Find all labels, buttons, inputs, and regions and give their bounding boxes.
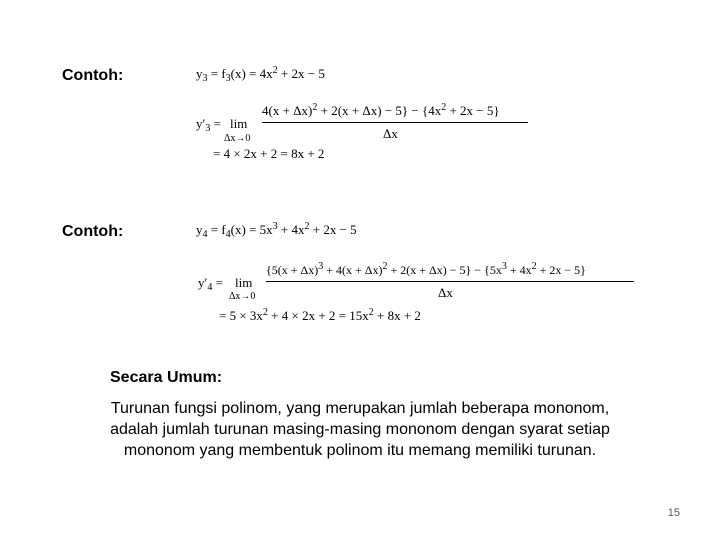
ex2-numerator-f: + 2x − 5: [536, 263, 581, 277]
ex2-numerator-open: {: [266, 263, 272, 277]
ex2-deriv-lhs-sub: 4: [207, 282, 213, 293]
ex2-result: [219, 308, 421, 324]
ex2-lim-under: Δx→0: [229, 291, 256, 302]
ex1-fraction-bar: [262, 122, 528, 123]
ex2-result-c: + 8x + 2: [373, 308, 421, 323]
ex1-def-rest: + 2x − 5: [277, 66, 325, 81]
ex1-deriv-lhs: y′: [196, 116, 206, 131]
ex2-numerator: [266, 262, 586, 278]
ex1-lim-under: Δx→0: [224, 133, 251, 144]
ex2-result-a-exp: 2: [262, 307, 268, 318]
ex1-def-lhs: y: [196, 66, 203, 81]
ex2-numerator-brace: } − {: [465, 263, 490, 277]
ex1-numerator-c-exp: 2: [441, 102, 447, 113]
ex2-fraction-bar: [266, 281, 634, 282]
ex1-numerator-close: }: [493, 103, 500, 118]
ex1-numerator-d: + 2x − 5: [446, 103, 494, 118]
ex1-def-exp: 2: [272, 65, 278, 76]
ex1-definition: [196, 66, 325, 82]
ex2-numerator-b-exp: 2: [382, 261, 388, 272]
ex1-numerator-brace: } − {: [401, 103, 429, 118]
ex2-result-b-exp: 2: [368, 307, 374, 318]
example-label-2: Contoh:: [62, 223, 124, 240]
ex2-numerator-e-exp: 2: [531, 261, 537, 272]
ex2-result-a: = 5 × 3x: [219, 308, 263, 323]
ex2-numerator-a-exp: 3: [318, 261, 324, 272]
ex2-definition: [196, 222, 357, 238]
general-text: Turunan fungsi polinom, yang merupakan jumlah beberapa mononom, adalah jumlah turunan masing-masing mononom dengan syarat setiap mononom yang membentuk polinom itu memang memiliki turunan.: [110, 400, 610, 459]
ex2-def-exp2: 2: [304, 221, 310, 232]
ex2-def-rest: + 2x − 5: [309, 222, 357, 237]
ex2-def-mid: = f: [207, 222, 226, 237]
ex2-def-mid2: + 4x: [277, 222, 305, 237]
ex2-def-mid-sub: 4: [225, 229, 231, 240]
ex2-deriv-eq: =: [212, 275, 223, 290]
ex1-lim: lim: [230, 116, 248, 131]
ex2-def-mid-rest: (x) = 5x: [230, 222, 273, 237]
ex1-numerator-b: + 2(x + Δx) − 5: [317, 103, 402, 118]
ex1-def-mid: = f: [207, 66, 226, 81]
page-number: 15: [667, 507, 680, 519]
ex2-numerator-c: + 2(x + Δx) − 5: [387, 263, 466, 277]
ex2-lim: lim: [235, 275, 253, 290]
ex1-denominator: Δx: [383, 126, 398, 141]
ex1-numerator: [262, 103, 500, 119]
ex2-def-lhs-sub: 4: [202, 229, 208, 240]
ex1-def-mid-rest: (x) = 4x: [230, 66, 273, 81]
general-heading: Secara Umum:: [110, 369, 223, 386]
ex1-deriv-eq: =: [210, 116, 221, 131]
ex2-deriv-lhs: y′: [198, 275, 208, 290]
ex1-numerator-a-exp: 2: [312, 102, 318, 113]
ex2-def-lhs: y: [196, 222, 203, 237]
ex1-result: = 4 × 2x + 2 = 8x + 2: [213, 146, 325, 161]
ex2-numerator-close: }: [580, 263, 586, 277]
ex2-numerator-e: + 4x: [506, 263, 532, 277]
ex2-numerator-b: + 4(x + Δx): [323, 263, 383, 277]
ex2-numerator-d-exp: 3: [501, 261, 507, 272]
ex1-numerator-c: 4x: [428, 103, 442, 118]
ex2-def-exp1: 3: [272, 221, 278, 232]
ex1-def-mid-sub: 3: [225, 73, 231, 84]
ex1-derivative-lhs: [196, 116, 221, 132]
ex2-result-b: + 4 × 2x + 2 = 15x: [267, 308, 369, 323]
ex2-numerator-a: 5(x + Δx): [271, 263, 319, 277]
ex2-denominator: Δx: [438, 285, 453, 300]
ex1-def-lhs-sub: 3: [202, 73, 208, 84]
example-label-1: Contoh:: [62, 67, 124, 84]
ex2-derivative-lhs: [198, 275, 223, 291]
ex2-numerator-d: 5x: [489, 263, 502, 277]
ex1-deriv-lhs-sub: 3: [205, 123, 211, 134]
ex1-numerator-a: 4(x + Δx): [262, 103, 313, 118]
